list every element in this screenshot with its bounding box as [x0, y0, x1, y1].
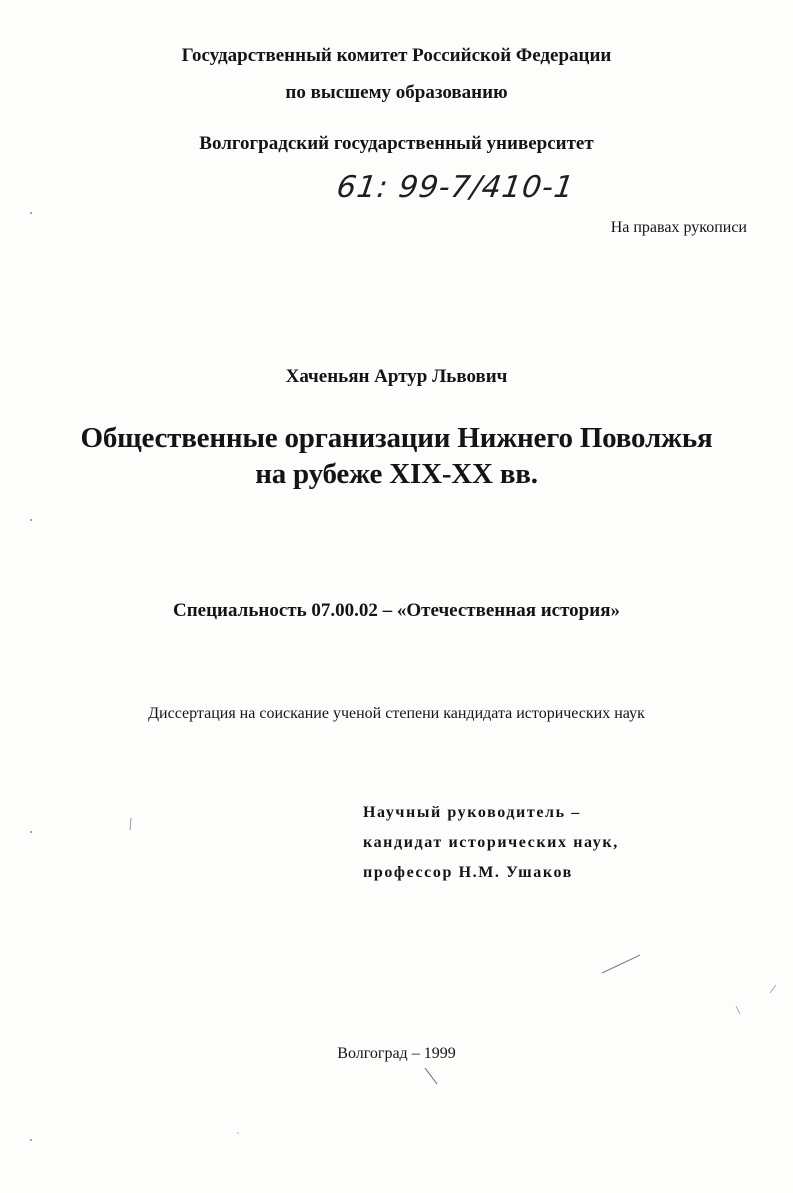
dust-speck	[30, 831, 32, 833]
university-name: Волгоградский государственный университет	[199, 133, 594, 154]
pen-stroke-mark	[602, 955, 640, 973]
dust-speck	[30, 519, 32, 521]
author-name: Хаченьян Артур Львович	[285, 366, 508, 387]
thesis-title-line-1: Общественные организации Нижнего Поволжья	[80, 422, 713, 454]
place-and-year: Волгоград – 1999	[337, 1045, 456, 1062]
edge-mark	[736, 1006, 740, 1014]
dust-speck	[237, 1132, 239, 1134]
specialty-line: Специальность 07.00.02 – «Отечественная история»	[173, 600, 620, 621]
committee-line-1: Государственный комитет Российской Федерации	[181, 45, 612, 66]
edge-mark	[770, 985, 776, 993]
shelfmark-text: 61: 99-7/410-1	[334, 170, 577, 205]
manuscript-rights-label: На правах рукописи	[610, 219, 747, 236]
dust-speck	[30, 212, 32, 214]
supervisor-line-2: кандидат исторических наук,	[363, 834, 619, 851]
handwritten-shelfmark	[335, 158, 595, 220]
committee-line-2: по высшему образованию	[285, 82, 508, 103]
dissertation-type: Диссертация на соискание ученой степени кандидата исторических наук	[148, 705, 645, 722]
margin-mark	[130, 818, 131, 830]
supervisor-line-3: профессор Н.М. Ушаков	[363, 864, 573, 881]
dust-speck	[30, 1139, 32, 1141]
pen-tick-mark	[425, 1068, 437, 1084]
thesis-title-line-2: на рубеже XIX-XX вв.	[255, 458, 538, 490]
supervisor-line-1: Научный руководитель –	[363, 804, 581, 821]
